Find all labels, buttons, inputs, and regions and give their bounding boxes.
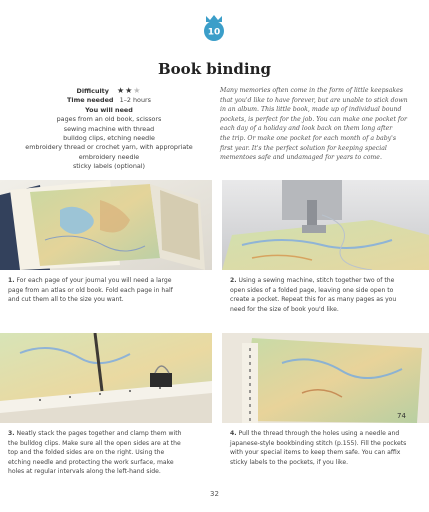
star-icon: ★ <box>125 86 134 95</box>
materials-item: sewing machine with thread <box>63 124 155 133</box>
step-3-photo <box>0 333 212 423</box>
time-value: 1–2 hours <box>119 96 151 105</box>
step-number: 4 <box>230 430 235 437</box>
materials-item: sticky labels (optional) <box>72 162 146 171</box>
step-4-photo <box>222 333 429 423</box>
page-label: 74 <box>397 412 406 420</box>
page-number: 32 <box>210 490 219 498</box>
star-icon: ★ <box>116 86 126 95</box>
badge-number: 10 <box>207 27 221 38</box>
difficulty-row <box>14 86 204 96</box>
step-1-photo <box>0 180 212 270</box>
step-1-caption: 1. For each page of your journal you will need a large page from an atlas or old book. Fold each page in half and cut them all to the size you want. <box>8 277 173 304</box>
chapter-number-badge <box>202 14 226 44</box>
step-number: 3 <box>8 430 13 437</box>
materials-item: pages from an old book, scissors <box>56 115 162 124</box>
star-icon: ★ <box>133 86 142 95</box>
difficulty-label: Difficulty <box>76 87 109 95</box>
page-title: Book binding <box>158 60 271 78</box>
step-2-caption: 2. Using a sewing machine, stitch together two of the open sides of a folded page, leaving one side open to create a pocket. Repeat this for as many pages as you need for the size of book you'd like. <box>230 277 397 313</box>
materials-item: embroidery thread or crochet yarn, with appropriate <box>25 143 193 152</box>
difficulty-stars <box>117 86 142 95</box>
step-number: 1 <box>8 277 13 284</box>
step-number: 2 <box>230 277 235 284</box>
step-2-photo <box>222 180 429 270</box>
time-row <box>14 96 204 105</box>
materials-item: embroidery needle <box>78 152 140 161</box>
need-heading: You will need <box>85 105 133 114</box>
time-label: Time needed <box>67 96 114 105</box>
intro-paragraph: Many memories often come in the form of little keepsakes that you'd like to have forever, but are unable to stick down in an album. This little book, made up of individual bound pockets, is perfect for the job. You can make one pocket for each day of a holiday and look back on them long after the trip. Or make one pocket for each month of a baby's first year. It's the perfect solution for keeping special mementoes safe and undamaged for years to come. <box>220 87 408 162</box>
step-3-caption: 3. Neatly stack the pages together and clamp them with the bulldog clips. Make sure all the open sides are at the top and the folded sides are on the right. Using the etching needle and protecting the work surface, make holes at regular intervals along the left-hand side. <box>8 430 182 476</box>
step-4-caption: 4. Pull the thread through the holes using a needle and japanese-style bookbinding stitch (p.155). Fill the pockets with your special items to keep them safe. You can affix sticky labels to the pockets, if you like. <box>230 430 407 466</box>
materials-item: bulldog clips, etching needle <box>63 134 155 143</box>
requirements-block <box>14 86 204 172</box>
